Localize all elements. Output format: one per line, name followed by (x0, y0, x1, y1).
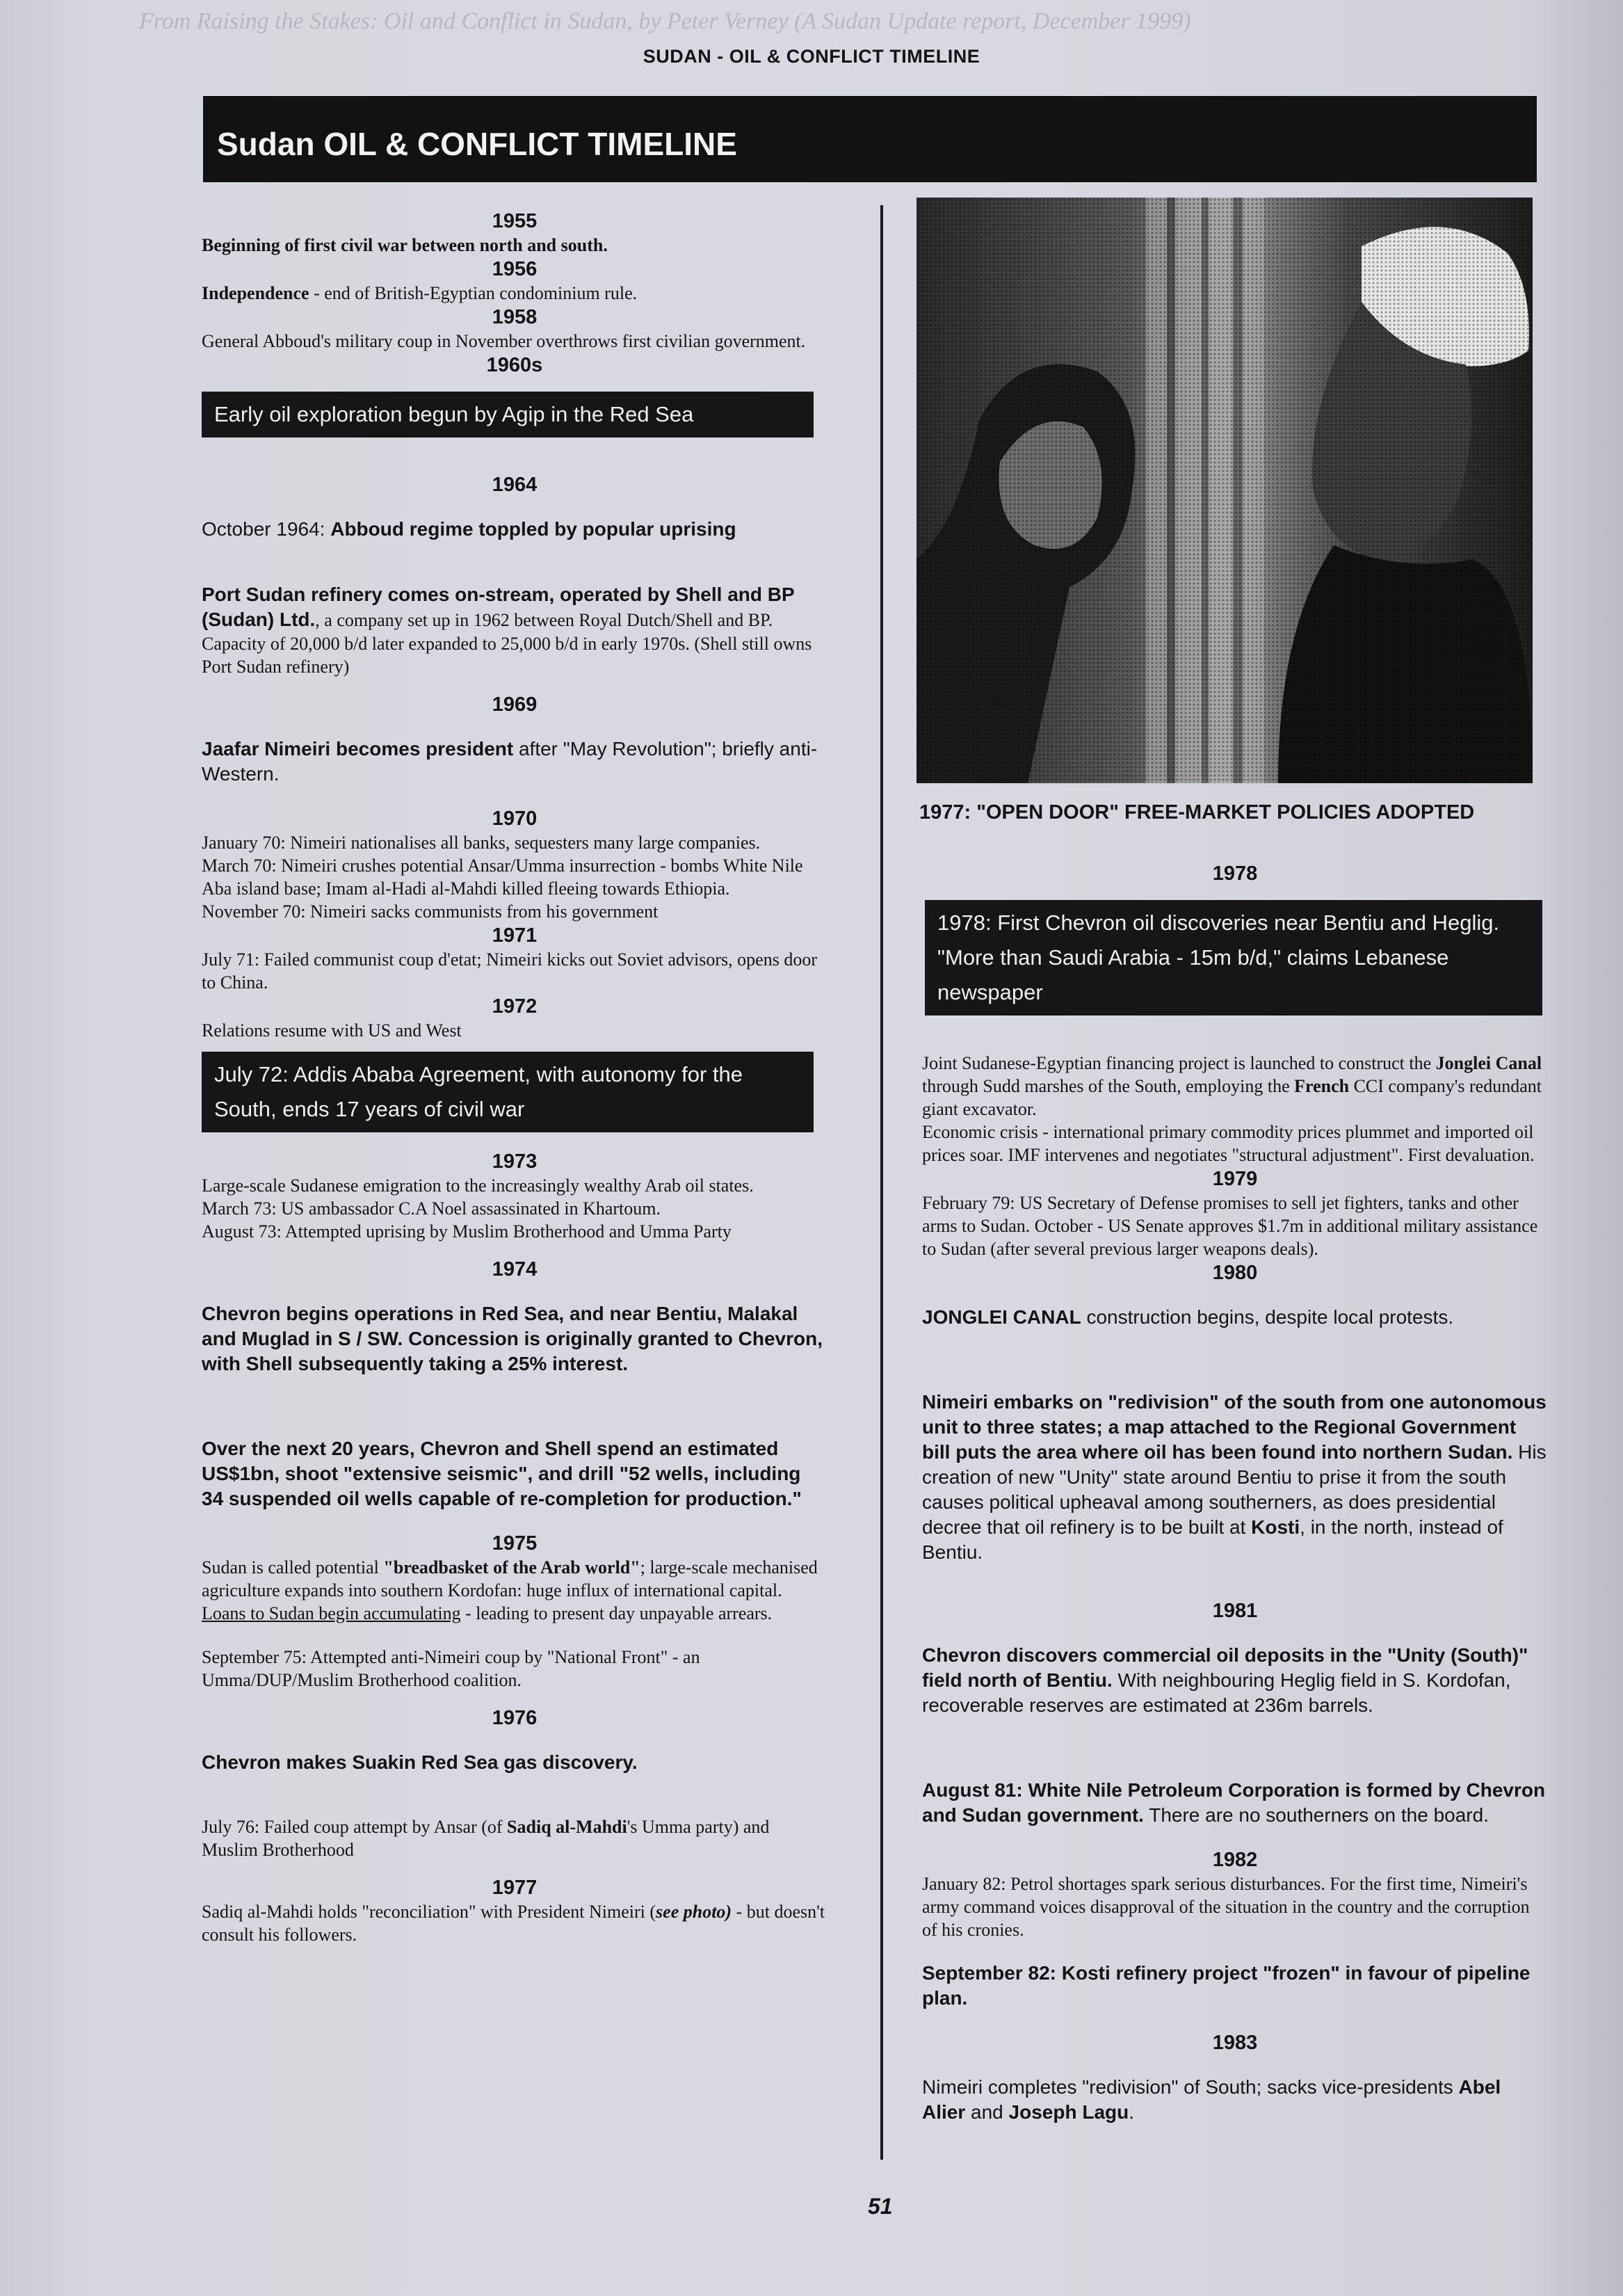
entry-1981-text: With neighbouring Heglig field in S. Kordofan, recoverable reserves are estimated at 236m barrels. (922, 1669, 1511, 1716)
entry-1978-economic: Economic crisis - international primary commodity prices plummet and imported oil prices soar. IMF intervenes and negotiates "structural adjustment". First devaluation. (922, 1122, 1535, 1165)
entry-1956-text: - end of British-Egyptian condominium rule. (309, 283, 638, 303)
year-1977: 1977 (492, 1877, 538, 1899)
entry-1981-wnpc: August 81: White Nile Petroleum Corporation is formed by Chevron and Sudan government. (922, 1779, 1546, 1826)
entry-1982-b: September 82: Kosti refinery project "frozen" in favour of pipeline plan. (922, 1962, 1531, 2009)
entry-1983-end: . (1129, 2101, 1135, 2123)
year-1956: 1956 (492, 258, 538, 280)
year-1973: 1973 (492, 1150, 538, 1173)
entry-1983-alier: Abel Alier (922, 2076, 1501, 2123)
highlight-box-1972: July 72: Addis Ababa Agreement, with autonomy for the South, ends 17 years of civil war (202, 1052, 814, 1132)
page-title: Sudan OIL & CONFLICT TIMELINE (217, 126, 737, 162)
entry-1964-refinery-text: , a company set up in 1962 between Royal Dutch/Shell and BP. Capacity of 20,000 b/d later expanded to 25,000 b/d in early 1970s. (Shell still owns Port Sudan refinery) (202, 610, 812, 677)
entry-1972: Relations resume with US and West (202, 1020, 462, 1041)
entry-1956-bold: Independence (202, 283, 309, 303)
entry-1964-refinery (202, 582, 827, 678)
entry-1983-text: Nimeiri completes "redivision" of South; sacks vice-presidents (922, 2076, 1459, 2098)
box-1978-quote: "More than Saudi Arabia - 15m b/d," claims Lebanese newspaper (937, 945, 1449, 1004)
entry-1974-a: Chevron begins operations in Red Sea, and near Bentiu, Malakal and Muglad in S / SW. Concession is originally granted to Chevron, with Shell subsequently taking a 25% interest. (202, 1303, 823, 1374)
entry-1978-text1: Joint Sudanese-Egyptian financing project is launched to construct the (922, 1053, 1436, 1073)
entry-1969 (202, 737, 827, 787)
year-1975: 1975 (492, 1532, 538, 1555)
entry-1983-and: and (965, 2101, 1009, 2123)
highlight-box-1960s: Early oil exploration begun by Agip in the Red Sea (202, 392, 814, 437)
year-1981: 1981 (1212, 1600, 1258, 1622)
entry-1980-redivision: Nimeiri embarks on "redivision" of the south from one autonomous unit to three states; a map attached to the Regional Government bill puts the area where oil has been found into northern Sudan. (922, 1391, 1547, 1463)
entry-1976-a: Chevron makes Suakin Red Sea gas discovery. (202, 1751, 638, 1773)
entry-1981-b (922, 1778, 1548, 1828)
halftone-photo (917, 198, 1533, 783)
entry-1977-text2: - but doesn't consult his followers. (202, 1902, 825, 1945)
entry-1975-text2: ; large-scale mechanised agriculture expands into southern Kordofan: huge influx of international capital. (202, 1557, 818, 1600)
entry-1975-bold: "breadbasket of the Arab world" (383, 1557, 640, 1578)
entry-1975-text1: Sudan is called potential (202, 1557, 384, 1578)
entry-1980-end: , in the north, instead of Bentiu. (922, 1516, 1503, 1563)
year-1969: 1969 (492, 693, 538, 716)
entry-1980-text: construction begins, despite local protests. (1081, 1306, 1454, 1328)
entry-1981-board: There are no southerners on the board. (1143, 1804, 1489, 1826)
bleed-through-header: From Raising the Stakes: Oil and Conflict in Sudan, by Peter Verney (A Sudan Update report, December 1999) (139, 8, 1191, 34)
year-1960s: 1960s (486, 354, 543, 376)
entry-1980-unity: His creation of new "Unity" state around Bentiu to prise it from the south causes political upheaval among southerners, as does presidential decree that oil refinery is to be built at (922, 1441, 1547, 1538)
entry-1976-text1: July 76: Failed coup attempt by Ansar (of (202, 1817, 508, 1837)
entry-1974-b: Over the next 20 years, Chevron and Shell spend an estimated US$1bn, shoot "extensive seismic", and drill "52 wells, including 34 suspended oil wells capable of re-completion for production." (202, 1438, 802, 1509)
entry-1979: February 79: US Secretary of Defense promises to sell jet fighters, tanks and other arms to Sudan. October - US Senate approves $1.7m in additional military assistance to Sudan (after several previous larger weapons deals). (922, 1193, 1538, 1259)
entry-1956 (202, 282, 827, 305)
left-column (202, 209, 827, 1946)
year-1979: 1979 (1212, 1168, 1258, 1190)
year-1978: 1978 (1212, 862, 1258, 885)
year-1958: 1958 (492, 306, 538, 328)
entry-1976-text2: 's Umma party) and Muslim Brotherhood (202, 1817, 770, 1860)
running-head: SUDAN - OIL & CONFLICT TIMELINE (643, 46, 980, 67)
entry-1983-lagu: Joseph Lagu (1008, 2101, 1129, 2123)
year-1980: 1980 (1212, 1262, 1258, 1284)
entry-1964-refinery-bold: Port Sudan refinery comes on-stream, operated by Shell and BP (Sudan) Ltd. (202, 584, 795, 630)
entry-1970-jan: January 70: Nimeiri nationalises all banks, sequesters many large companies. (202, 833, 761, 853)
entry-1973-a: Large-scale Sudanese emigration to the increasingly wealthy Arab oil states. (202, 1175, 754, 1196)
entry-1980-b (922, 1390, 1548, 1565)
entry-1975-b: September 75: Attempted anti-Nimeiri coup by "National Front" - an Umma/DUP/Muslim Brotherhood coalition. (202, 1647, 700, 1690)
entry-1973-c: August 73: Attempted uprising by Muslim Brotherhood and Umma Party (202, 1221, 732, 1242)
entry-1983 (922, 2075, 1548, 2125)
entry-1978-text2: through Sudd marshes of the South, employing the (922, 1076, 1295, 1096)
page-number: 51 (868, 2194, 893, 2219)
year-1974: 1974 (492, 1258, 538, 1281)
entry-1978-jonglei (922, 1052, 1548, 1121)
highlight-box-1978 (925, 900, 1542, 1015)
entry-1975-a (202, 1556, 827, 1625)
right-column (922, 861, 1548, 2144)
photo-sadiq-nimeiri (917, 198, 1533, 783)
entry-1975-underline: Loans to Sudan begin accumulating (202, 1603, 461, 1623)
entry-1970-mar: March 70: Nimeiri crushes potential Ansar/Umma insurrection - bombs White Nile Aba island base; Imam al-Hadi al-Mahdi killed fleeing towards Ethiopia. (202, 856, 803, 899)
entry-1980-kosti: Kosti (1251, 1516, 1300, 1538)
entry-1977-italic: see photo) (656, 1902, 732, 1922)
year-1983: 1983 (1212, 2032, 1258, 2054)
entry-1964-bold: Abboud regime toppled by popular uprising (330, 518, 736, 540)
entry-1964 (202, 517, 827, 542)
year-1971: 1971 (492, 924, 538, 947)
box-1978-headline: 1978: First Chevron oil discoveries near Bentiu and Heglig. (937, 910, 1500, 935)
column-divider (880, 205, 883, 2160)
year-1972: 1972 (492, 995, 538, 1018)
photo-caption: 1977: "OPEN DOOR" FREE-MARKET POLICIES ADOPTED (919, 801, 1475, 824)
entry-1981-a (922, 1643, 1548, 1718)
year-1970: 1970 (492, 808, 538, 830)
entry-1975-text3: - leading to present day unpayable arrears. (460, 1603, 773, 1623)
year-1955: 1955 (492, 210, 538, 232)
entry-1978-bold1: Jonglei Canal (1435, 1053, 1542, 1073)
entry-1978-bold2: French (1294, 1076, 1350, 1096)
entry-1964-date: October 1964: (202, 518, 331, 540)
title-banner (203, 96, 1537, 182)
entry-1969-bold: Jaafar Nimeiri becomes president (202, 738, 514, 760)
entry-1973-b: March 73: US ambassador C.A Noel assassinated in Khartoum. (202, 1198, 661, 1219)
entry-1980-a (922, 1305, 1548, 1330)
year-1982: 1982 (1212, 1849, 1258, 1871)
entry-1969-text: after "May Revolution"; briefly anti-Western. (202, 738, 818, 785)
entry-1971: July 71: Failed communist coup d'etat; Nimeiri kicks out Soviet advisors, opens door to China. (202, 949, 817, 993)
entry-1981-bold: Chevron discovers commercial oil deposits in the "Unity (South)" field north of Bentiu. (922, 1644, 1528, 1691)
year-1964: 1964 (492, 474, 538, 496)
entry-1958: General Abboud's military coup in November overthrows first civilian government. (202, 331, 806, 351)
entry-1955: Beginning of first civil war between north and south. (202, 235, 608, 255)
entry-1976-bold: Sadiq al-Mahdi (507, 1817, 627, 1837)
entry-1977 (202, 1900, 827, 1946)
entry-1978-text3: CCI company's redundant giant excavator. (922, 1076, 1542, 1119)
entry-1977-text1: Sadiq al-Mahdi holds "reconciliation" with President Nimeiri ( (202, 1902, 656, 1922)
entry-1982-a: January 82: Petrol shortages spark serious disturbances. For the first time, Nimeiri's army command voices disapproval of the situation in the country and the corruption of his cronies. (922, 1874, 1530, 1940)
entry-1970-nov: November 70: Nimeiri sacks communists from his government (202, 901, 659, 922)
entry-1980-bold: JONGLEI CANAL (922, 1306, 1081, 1328)
entry-1976-b (202, 1815, 827, 1861)
year-1976: 1976 (492, 1707, 538, 1729)
